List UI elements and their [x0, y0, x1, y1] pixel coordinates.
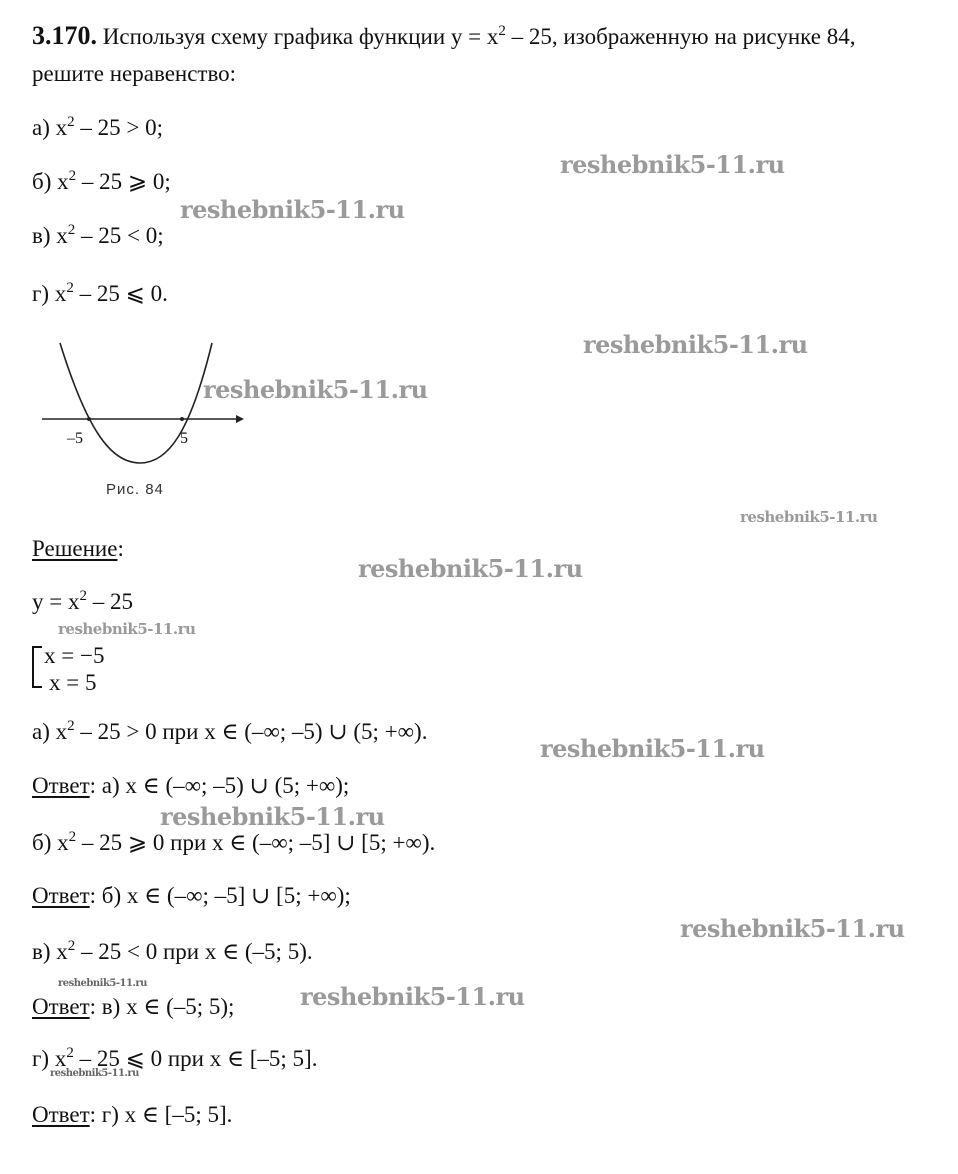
problem-number: 3.170. [32, 21, 97, 50]
watermark: reshebnik5-11.ru [160, 802, 385, 831]
watermark: reshebnik5-11.ru [203, 375, 428, 404]
figure-caption: Рис. 84 [106, 481, 164, 498]
figure-label-five: 5 [180, 430, 188, 447]
watermark: reshebnik5-11.ru [540, 734, 765, 763]
watermark: reshebnik5-11.ru [583, 330, 808, 359]
problem-exponent: 2 [498, 23, 506, 39]
root-right-point [180, 417, 184, 421]
solution-step-b: б) $x^2 - 25$ ⩾ 0 при x ∈ (–∞; –5] ∪ [5; +∞). [32, 829, 436, 855]
task-b: б) $x^2 - 25$ ⩾ 0; [32, 168, 171, 194]
x-axis-arrow [236, 415, 244, 423]
watermark: reshebnik5-11.ru [680, 914, 905, 943]
figure-label-minus-five: –5 [67, 430, 83, 447]
watermark: reshebnik5-11.ru [740, 508, 878, 526]
watermark: reshebnik5-11.ru [50, 1068, 139, 1079]
solution-step-c: в) $x^2 - 25 < 0$ при x ∈ (–5; 5). [32, 938, 313, 964]
solution-step-a: а) $x^2 - 25 > 0$ при x ∈ (–∞; –5) ∪ (5; +∞). [32, 718, 428, 744]
answer-a: Ответ: а) x ∈ (–∞; –5) ∪ (5; +∞); [32, 773, 350, 798]
problem-text-1-tail: – 25, изображенную на рисунке 84, [505, 24, 856, 49]
system-root-2: x = 5 [49, 670, 97, 695]
problem-text-1: Используя схему графика функции y = x [102, 24, 499, 49]
solution-step-d: г) $x^2 - 25$ ⩽ 0 при x ∈ [–5; 5]. [32, 1045, 318, 1071]
task-d: г) $x^2 - 25$ ⩽ 0. [32, 280, 168, 306]
parabola-figure [40, 338, 250, 473]
answer-c: Ответ: в) x ∈ (–5; 5); [32, 994, 235, 1019]
problem-text-2: решите неравенство: [32, 61, 237, 86]
watermark: reshebnik5-11.ru [180, 195, 405, 224]
watermark: reshebnik5-11.ru [560, 150, 785, 179]
watermark: reshebnik5-11.ru [58, 620, 196, 638]
task-c: в) $x^2 - 25 < 0$; [32, 222, 164, 248]
problem-statement [32, 22, 855, 51]
solution-heading: Решение: [32, 536, 124, 561]
watermark: reshebnik5-11.ru [300, 982, 525, 1011]
answer-b: Ответ: б) x ∈ (–∞; –5] ∪ [5; +∞); [32, 883, 351, 908]
watermark: reshebnik5-11.ru [58, 978, 147, 989]
root-left-point [87, 417, 91, 421]
answer-d: Ответ: г) x ∈ [–5; 5]. [32, 1102, 233, 1127]
function-definition: $y = x^2 - 25$ [32, 588, 133, 614]
system-bracket [32, 646, 42, 688]
task-a: а) $x^2 - 25 > 0$; [32, 114, 163, 140]
system-root-1: x = −5 [44, 643, 105, 668]
watermark: reshebnik5-11.ru [358, 554, 583, 583]
